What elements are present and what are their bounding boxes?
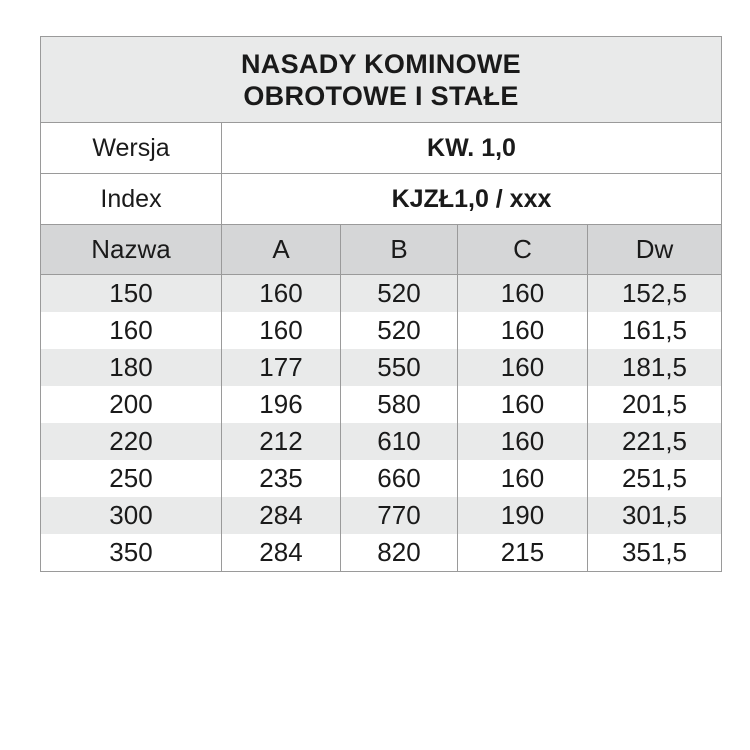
column-header-c: C (458, 225, 588, 275)
table-cell: 160 (458, 312, 588, 349)
column-header-nazwa: Nazwa (41, 225, 222, 275)
table-row (41, 312, 722, 349)
index-label: Index (41, 174, 222, 225)
table-title-line-2: OBROTOWE I STAŁE (243, 80, 519, 111)
table-cell: 351,5 (588, 534, 722, 572)
table-cell: 350 (41, 534, 222, 572)
table-cell: 215 (458, 534, 588, 572)
table-cell: 251,5 (588, 460, 722, 497)
table-cell: 300 (41, 497, 222, 534)
title-row (41, 37, 722, 123)
version-row (41, 123, 722, 174)
table-cell: 770 (341, 497, 458, 534)
spec-table (40, 36, 722, 572)
table-cell: 550 (341, 349, 458, 386)
table-row (41, 497, 722, 534)
table-cell: 520 (341, 312, 458, 349)
table-cell: 580 (341, 386, 458, 423)
table-cell: 520 (341, 275, 458, 313)
table-cell: 160 (458, 423, 588, 460)
table-row (41, 534, 722, 572)
table-cell: 201,5 (588, 386, 722, 423)
table-cell: 660 (341, 460, 458, 497)
table-row (41, 460, 722, 497)
table-cell: 820 (341, 534, 458, 572)
table-cell: 160 (458, 275, 588, 313)
table-cell: 161,5 (588, 312, 722, 349)
table-row (41, 349, 722, 386)
table-cell: 160 (458, 386, 588, 423)
table-cell: 235 (222, 460, 341, 497)
column-header-b: B (341, 225, 458, 275)
table-cell: 301,5 (588, 497, 722, 534)
table-cell: 250 (41, 460, 222, 497)
table-cell: 284 (222, 534, 341, 572)
version-value: KW. 1,0 (222, 123, 722, 174)
table-cell: 160 (41, 312, 222, 349)
table-cell: 196 (222, 386, 341, 423)
table-cell: 181,5 (588, 349, 722, 386)
column-header-a: A (222, 225, 341, 275)
table-cell: 150 (41, 275, 222, 313)
table-cell: 190 (458, 497, 588, 534)
table-cell: 212 (222, 423, 341, 460)
table-cell: 160 (458, 349, 588, 386)
table-cell: 160 (222, 312, 341, 349)
table-cell: 152,5 (588, 275, 722, 313)
index-value: KJZŁ1,0 / xxx (222, 174, 722, 225)
table-title (41, 37, 722, 123)
table-cell: 160 (222, 275, 341, 313)
index-row (41, 174, 722, 225)
table-cell: 200 (41, 386, 222, 423)
table-cell: 221,5 (588, 423, 722, 460)
table-row (41, 386, 722, 423)
table-row (41, 275, 722, 313)
table-cell: 220 (41, 423, 222, 460)
column-header-dw: Dw (588, 225, 722, 275)
table-cell: 160 (458, 460, 588, 497)
table-cell: 610 (341, 423, 458, 460)
table-title-line-1: NASADY KOMINOWE (240, 48, 521, 79)
table-row (41, 423, 722, 460)
version-label: Wersja (41, 123, 222, 174)
column-header-row (41, 225, 722, 275)
table-cell: 180 (41, 349, 222, 386)
table-cell: 177 (222, 349, 341, 386)
table-cell: 284 (222, 497, 341, 534)
